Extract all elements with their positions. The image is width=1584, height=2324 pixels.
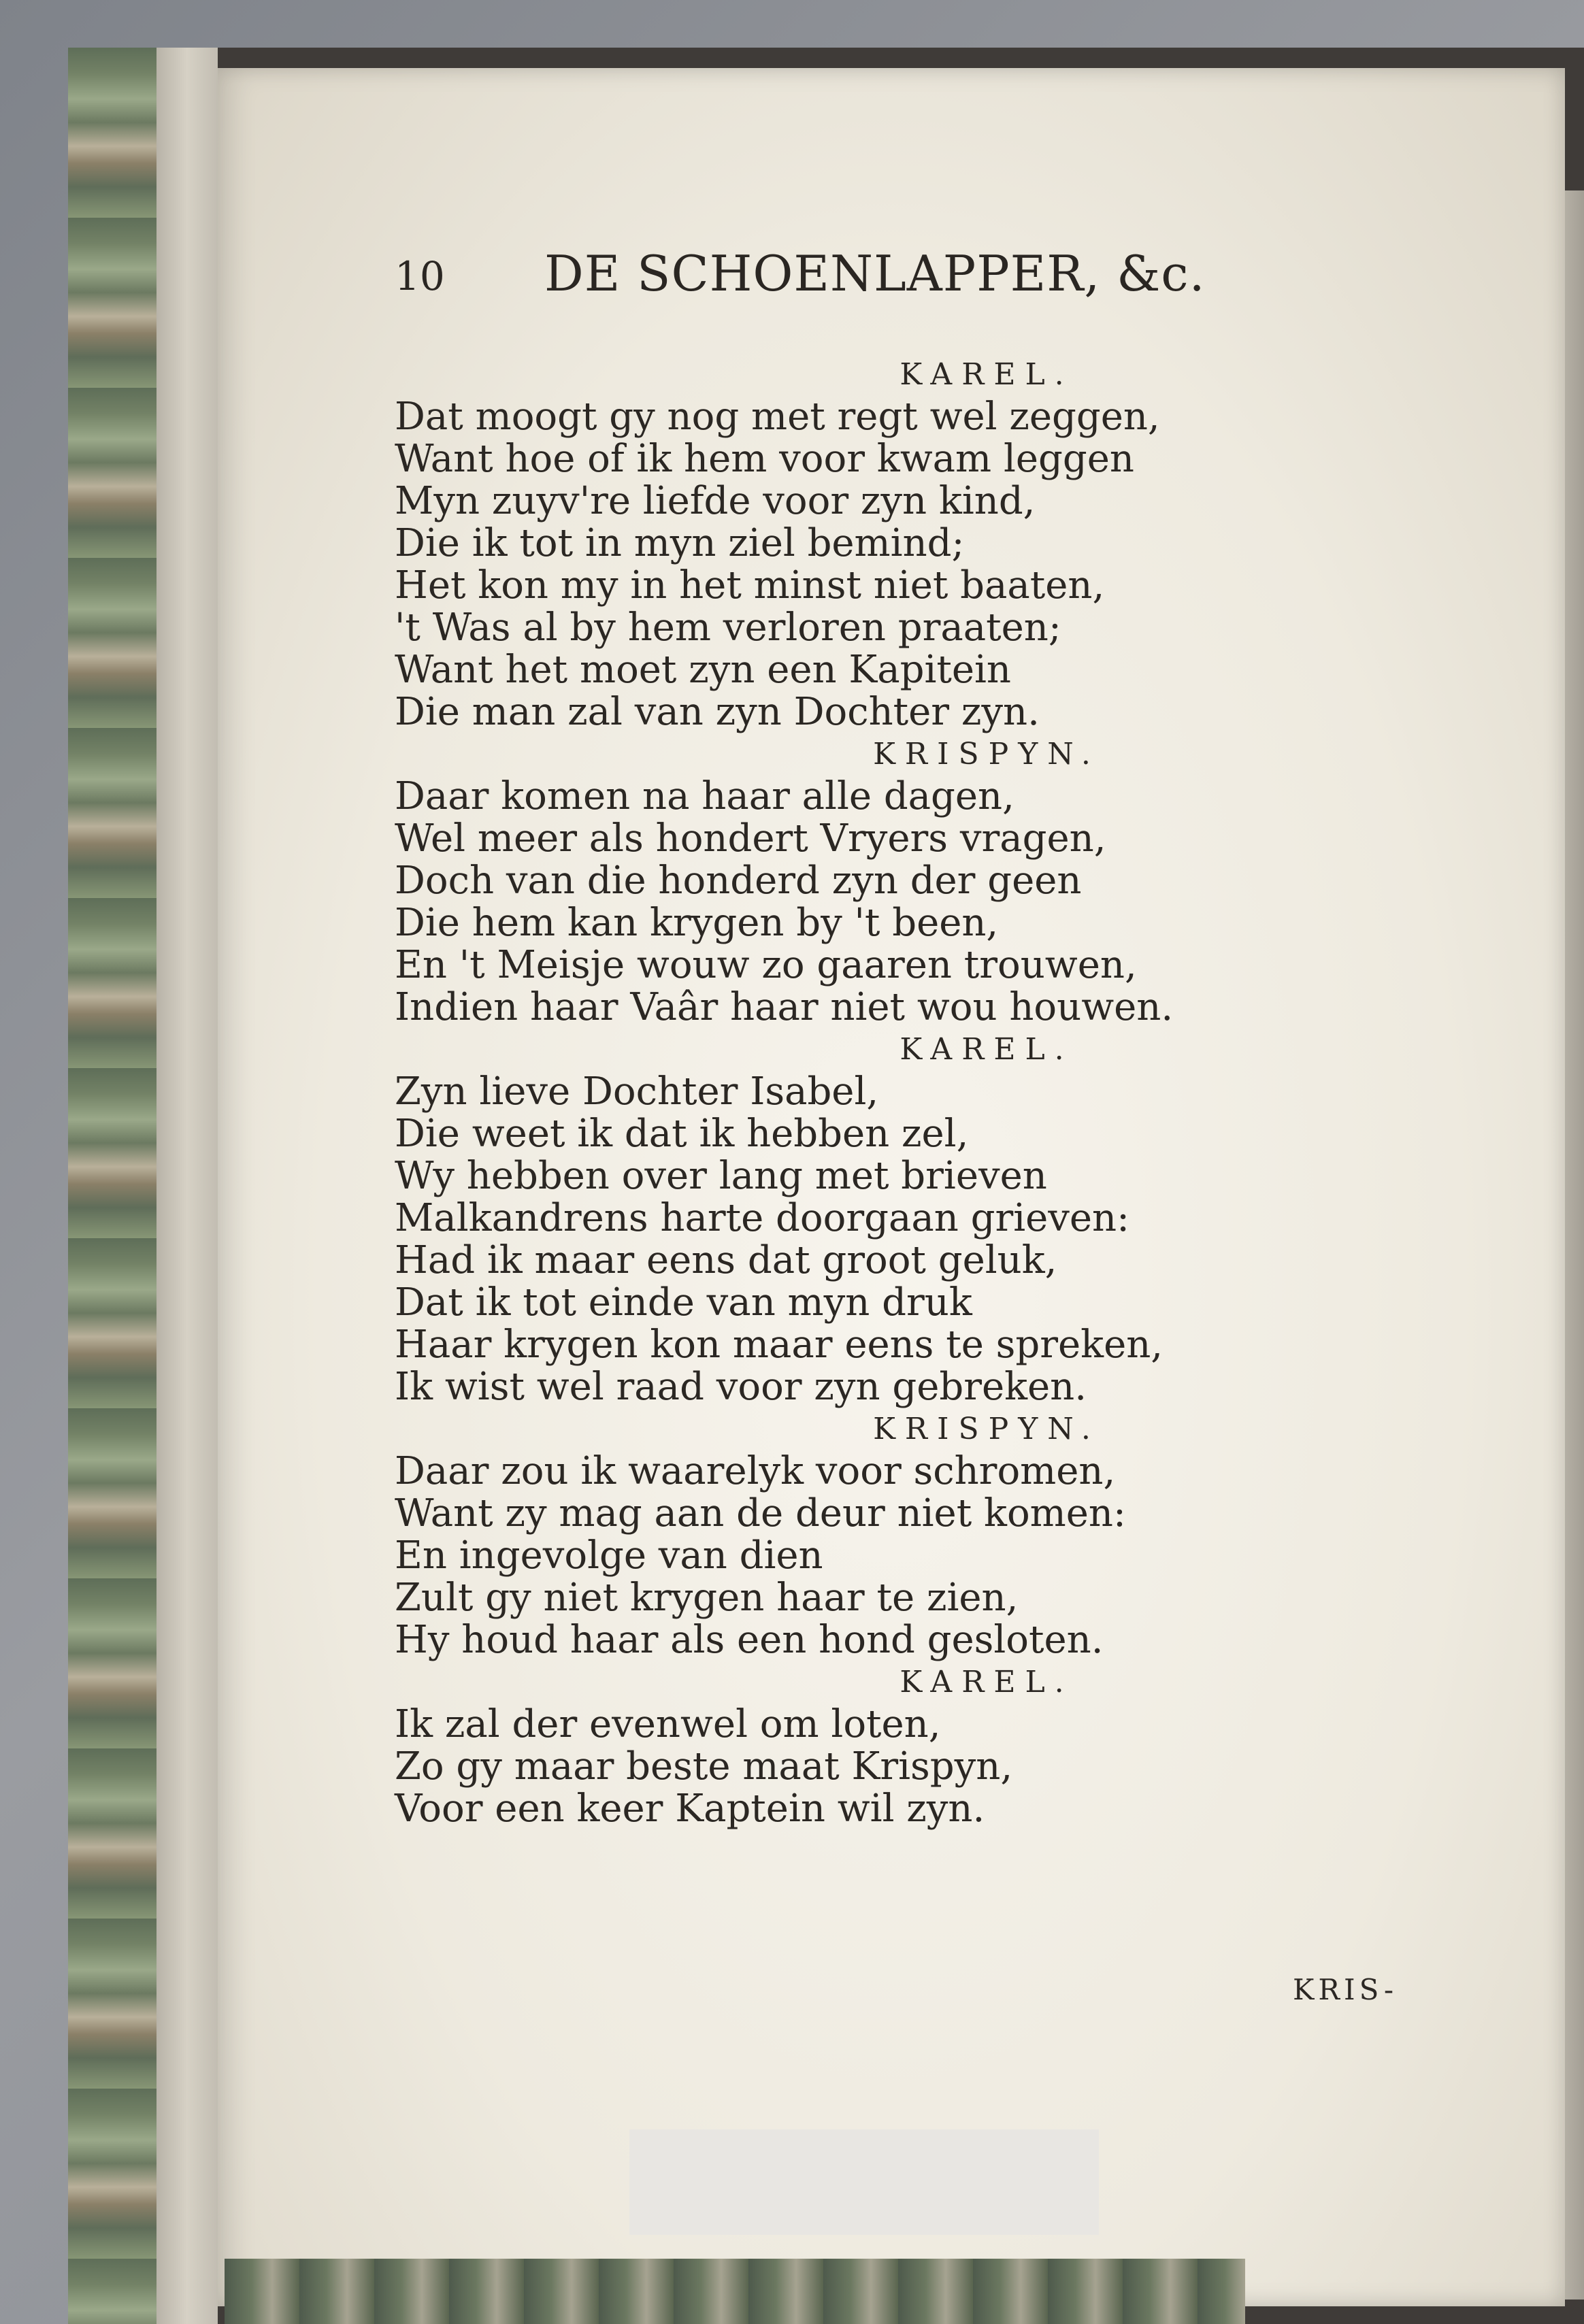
running-title: DE SCHOENLAPPER, &c. — [544, 245, 1206, 302]
catchword: KRIS- — [1293, 1973, 1398, 2006]
cover-bottom-edge — [225, 2259, 1245, 2324]
verse-line: Voor een keer Kaptein wil zyn. — [395, 1787, 985, 1831]
verse-line: Haar krygen kon maar eens te spreken, — [395, 1323, 1164, 1367]
verse-line: Dat moogt gy nog met regt wel zeggen, — [395, 395, 1160, 439]
speaker-name: KRISPYN. — [873, 737, 1100, 771]
verse-line: En ingevolge van dien — [395, 1533, 823, 1578]
running-head — [395, 245, 1347, 320]
verse-line: Ik zal der evenwel om loten, — [395, 1702, 941, 1746]
verse-line: Zyn lieve Dochter Isabel, — [395, 1069, 879, 1114]
verse-line: Malkandrens harte doorgaan grieven: — [395, 1196, 1129, 1240]
verse-line: Daar zou ik waarelyk voor schromen, — [395, 1449, 1116, 1493]
page-number: 10 — [395, 253, 445, 299]
verse-line: Had ik maar eens dat groot geluk, — [395, 1238, 1057, 1282]
verse-line: Daar komen na haar alle dagen, — [395, 774, 1014, 818]
speaker-name: KAREL. — [900, 1665, 1074, 1699]
verse-line: Hy houd haar als een hond gesloten. — [395, 1618, 1104, 1662]
verse-line: Dat ik tot einde van myn druk — [395, 1280, 972, 1325]
verse-line: Want het moet zyn een Kapitein — [395, 648, 1011, 692]
verse-line: Myn zuyv're liefde voor zyn kind, — [395, 479, 1036, 523]
redaction-patch — [629, 2129, 1099, 2235]
speaker-name: KAREL. — [900, 1032, 1074, 1067]
verse-line: Die weet ik dat ik hebben zel, — [395, 1112, 969, 1156]
verse-line: Zult gy niet krygen haar te zien, — [395, 1576, 1019, 1620]
book-spine — [68, 48, 161, 2324]
verse-line: En 't Meisje wouw zo gaaren trouwen, — [395, 943, 1137, 987]
verse-line: Het kon my in het minst niet baaten, — [395, 563, 1105, 608]
verse-line: Wel meer als hondert Vryers vragen, — [395, 816, 1106, 861]
verse-line: Ik wist wel raad voor zyn gebreken. — [395, 1365, 1087, 1409]
verse-line: Die man zal van zyn Dochter zyn. — [395, 690, 1040, 734]
speaker-name: KRISPYN. — [873, 1412, 1100, 1446]
page-stack-edge — [156, 48, 218, 2324]
verse-text — [395, 354, 1402, 2014]
speaker-name: KAREL. — [900, 357, 1074, 392]
verse-line: Doch van die honderd zyn der geen — [395, 859, 1082, 903]
verse-line: Want zy mag aan de deur niet komen: — [395, 1491, 1126, 1536]
verse-line: Indien haar Vaâr haar niet wou houwen. — [395, 985, 1174, 1029]
verse-line: Die hem kan krygen by 't been, — [395, 901, 999, 945]
verse-line: Die ik tot in myn ziel bemind; — [395, 521, 965, 565]
verse-line: Zo gy maar beste maat Krispyn, — [395, 1744, 1013, 1789]
verse-line: 't Was al by hem verloren praaten; — [395, 605, 1061, 650]
verse-line: Want hoe of ik hem voor kwam leggen — [395, 437, 1134, 481]
verse-line: Wy hebben over lang met brieven — [395, 1154, 1047, 1198]
